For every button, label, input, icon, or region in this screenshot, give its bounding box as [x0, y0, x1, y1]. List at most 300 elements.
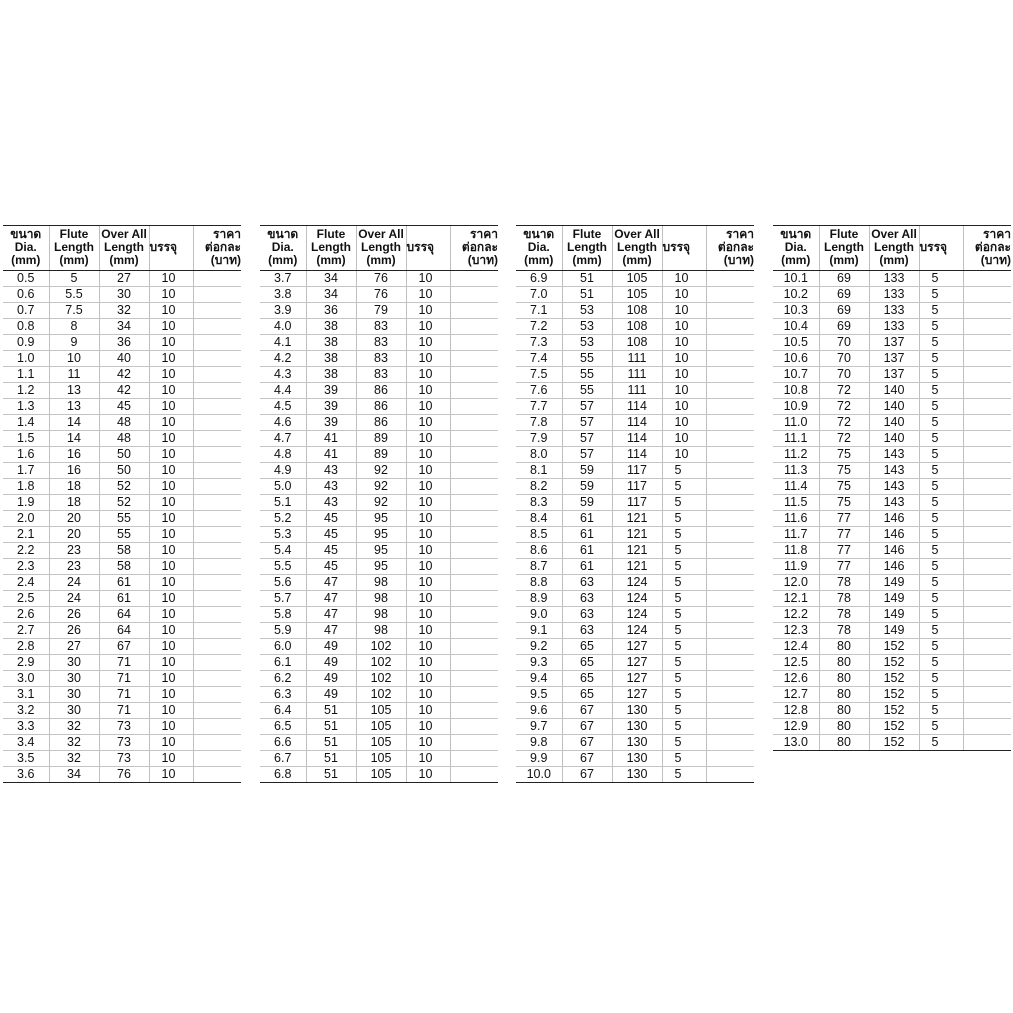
- overall-length-cell: 130: [612, 751, 662, 767]
- flute-length-cell: 24: [49, 591, 99, 607]
- diameter-cell: 9.4: [516, 671, 562, 687]
- pack-qty-cell: 5: [919, 687, 963, 703]
- flute-length-cell: 69: [819, 287, 869, 303]
- price-cell: [706, 495, 754, 511]
- price-cell: [963, 607, 1011, 623]
- column-header-line: Flute: [829, 227, 859, 241]
- pack-qty-cell: 10: [406, 639, 450, 655]
- pack-qty-cell: 5: [662, 767, 706, 783]
- column-header-line: (mm): [879, 253, 909, 267]
- table-row: [3, 463, 241, 479]
- diameter-cell: 9.6: [516, 703, 562, 719]
- table-row: [516, 703, 754, 719]
- flute-length-cell: 72: [819, 431, 869, 447]
- price-cell: [450, 559, 498, 575]
- overall-length-cell: 30: [99, 287, 149, 303]
- overall-length-cell: 105: [356, 751, 406, 767]
- flute-length-cell: 34: [49, 767, 99, 783]
- column-header-line: (บาท): [723, 253, 754, 267]
- flute-length-cell: 18: [49, 495, 99, 511]
- diameter-cell: 5.9: [260, 623, 306, 639]
- column-header-line: ต่อกละ: [974, 240, 1011, 254]
- flute-length-cell: 32: [49, 719, 99, 735]
- table-row: [3, 671, 241, 687]
- diameter-cell: 8.9: [516, 591, 562, 607]
- column-header-line: ต่อกละ: [461, 240, 498, 254]
- pack-qty-cell: 5: [662, 655, 706, 671]
- flute-length-cell: 65: [562, 639, 612, 655]
- diameter-cell: 5.2: [260, 511, 306, 527]
- overall-length-cell: 114: [612, 447, 662, 463]
- flute-length-cell: 51: [306, 751, 356, 767]
- table-row: [3, 559, 241, 575]
- table-row: [516, 511, 754, 527]
- flute-length-cell: 11: [49, 367, 99, 383]
- diameter-cell: 12.4: [773, 639, 819, 655]
- overall-length-cell: 89: [356, 447, 406, 463]
- price-cell: [706, 623, 754, 639]
- pack-qty-cell: 10: [149, 287, 193, 303]
- flute-length-cell: 65: [562, 687, 612, 703]
- flute-length-cell: 16: [49, 463, 99, 479]
- drill-spec-table-4: [773, 225, 1011, 751]
- price-cell: [963, 703, 1011, 719]
- flute-length-cell: 67: [562, 735, 612, 751]
- overall-length-cell: 124: [612, 575, 662, 591]
- column-header-line: Over All: [358, 227, 404, 241]
- column-header-line: Length: [104, 240, 144, 254]
- pack-qty-cell: 5: [919, 527, 963, 543]
- column-header-pack: [662, 226, 706, 271]
- price-cell: [963, 575, 1011, 591]
- table-row: [260, 735, 498, 751]
- overall-length-cell: 149: [869, 623, 919, 639]
- table-row: [516, 383, 754, 399]
- pack-qty-cell: 10: [662, 287, 706, 303]
- overall-length-cell: 48: [99, 415, 149, 431]
- price-cell: [450, 287, 498, 303]
- pack-qty-cell: 5: [662, 495, 706, 511]
- table-row: [260, 431, 498, 447]
- diameter-cell: 10.1: [773, 271, 819, 287]
- column-header-line: Length: [874, 240, 914, 254]
- pack-qty-cell: 10: [149, 415, 193, 431]
- overall-length-cell: 121: [612, 527, 662, 543]
- table-row: [516, 271, 754, 287]
- table-row: [773, 591, 1011, 607]
- pack-qty-cell: 10: [149, 447, 193, 463]
- price-cell: [706, 319, 754, 335]
- pack-qty-cell: 10: [149, 687, 193, 703]
- overall-length-cell: 114: [612, 415, 662, 431]
- price-cell: [450, 383, 498, 399]
- diameter-cell: 4.0: [260, 319, 306, 335]
- price-cell: [963, 479, 1011, 495]
- table-row: [3, 751, 241, 767]
- diameter-cell: 9.5: [516, 687, 562, 703]
- flute-length-cell: 78: [819, 591, 869, 607]
- price-cell: [450, 447, 498, 463]
- diameter-cell: 7.2: [516, 319, 562, 335]
- flute-length-cell: 18: [49, 479, 99, 495]
- price-cell: [193, 719, 241, 735]
- overall-length-cell: 127: [612, 671, 662, 687]
- table-row: [3, 415, 241, 431]
- overall-length-cell: 64: [99, 607, 149, 623]
- table-row: [260, 271, 498, 287]
- column-header-line: (mm): [572, 253, 602, 267]
- diameter-cell: 11.0: [773, 415, 819, 431]
- overall-length-cell: 127: [612, 639, 662, 655]
- overall-length-cell: 140: [869, 431, 919, 447]
- pack-qty-cell: 10: [149, 543, 193, 559]
- diameter-cell: 1.3: [3, 399, 49, 415]
- column-header-line: บรรจุ: [149, 240, 178, 254]
- pack-qty-cell: 5: [662, 671, 706, 687]
- overall-length-cell: 61: [99, 591, 149, 607]
- flute-length-cell: 39: [306, 383, 356, 399]
- pack-qty-cell: 5: [919, 623, 963, 639]
- flute-length-cell: 57: [562, 399, 612, 415]
- flute-length-cell: 59: [562, 479, 612, 495]
- flute-length-cell: 67: [562, 719, 612, 735]
- overall-length-cell: 34: [99, 319, 149, 335]
- price-cell: [193, 607, 241, 623]
- overall-length-cell: 42: [99, 383, 149, 399]
- table-row: [773, 559, 1011, 575]
- price-cell: [450, 271, 498, 287]
- diameter-cell: 9.0: [516, 607, 562, 623]
- pack-qty-cell: 10: [149, 479, 193, 495]
- overall-length-cell: 61: [99, 575, 149, 591]
- pack-qty-cell: 10: [406, 495, 450, 511]
- column-header-price: [706, 226, 754, 271]
- flute-length-cell: 59: [562, 463, 612, 479]
- diameter-cell: 2.2: [3, 543, 49, 559]
- pack-qty-cell: 10: [149, 319, 193, 335]
- flute-length-cell: 77: [819, 543, 869, 559]
- diameter-cell: 4.5: [260, 399, 306, 415]
- diameter-cell: 2.0: [3, 511, 49, 527]
- diameter-cell: 2.3: [3, 559, 49, 575]
- flute-length-cell: 49: [306, 639, 356, 655]
- table-row: [516, 303, 754, 319]
- diameter-cell: 7.3: [516, 335, 562, 351]
- column-header-dia: [516, 226, 562, 271]
- overall-length-cell: 83: [356, 367, 406, 383]
- pack-qty-cell: 5: [919, 655, 963, 671]
- flute-length-cell: 14: [49, 415, 99, 431]
- column-header-line: Flute: [59, 227, 89, 241]
- flute-length-cell: 67: [562, 703, 612, 719]
- table-row: [260, 335, 498, 351]
- diameter-cell: 7.4: [516, 351, 562, 367]
- pack-qty-cell: 10: [662, 447, 706, 463]
- column-header-flute: [819, 226, 869, 271]
- price-cell: [963, 591, 1011, 607]
- overall-length-cell: 76: [356, 271, 406, 287]
- table-row: [773, 319, 1011, 335]
- column-header-line: Flute: [572, 227, 602, 241]
- overall-length-cell: 98: [356, 591, 406, 607]
- diameter-cell: 3.2: [3, 703, 49, 719]
- flute-length-cell: 67: [562, 751, 612, 767]
- table-row: [516, 319, 754, 335]
- overall-length-cell: 50: [99, 447, 149, 463]
- price-cell: [963, 431, 1011, 447]
- pack-qty-cell: 5: [662, 543, 706, 559]
- overall-length-cell: 105: [356, 719, 406, 735]
- pack-qty-cell: 10: [149, 511, 193, 527]
- pack-qty-cell: 10: [406, 655, 450, 671]
- overall-length-cell: 27: [99, 271, 149, 287]
- price-cell: [706, 479, 754, 495]
- flute-length-cell: 49: [306, 671, 356, 687]
- table-row: [3, 319, 241, 335]
- table-row: [773, 463, 1011, 479]
- overall-length-cell: 45: [99, 399, 149, 415]
- table-row: [773, 383, 1011, 399]
- table-row: [3, 479, 241, 495]
- price-cell: [193, 559, 241, 575]
- price-cell: [193, 287, 241, 303]
- overall-length-cell: 73: [99, 719, 149, 735]
- overall-length-cell: 130: [612, 767, 662, 783]
- table-row: [260, 591, 498, 607]
- flute-length-cell: 80: [819, 687, 869, 703]
- price-cell: [706, 447, 754, 463]
- diameter-cell: 1.6: [3, 447, 49, 463]
- diameter-cell: 4.6: [260, 415, 306, 431]
- overall-length-cell: 121: [612, 543, 662, 559]
- column-header-flute: [562, 226, 612, 271]
- flute-length-cell: 43: [306, 495, 356, 511]
- pack-qty-cell: 5: [919, 431, 963, 447]
- table-row: [773, 543, 1011, 559]
- price-cell: [193, 335, 241, 351]
- table-row: [260, 655, 498, 671]
- column-header-line: ต่อกละ: [717, 240, 754, 254]
- price-cell: [706, 671, 754, 687]
- overall-length-cell: 152: [869, 639, 919, 655]
- diameter-cell: 2.4: [3, 575, 49, 591]
- diameter-cell: 1.8: [3, 479, 49, 495]
- diameter-cell: 6.8: [260, 767, 306, 783]
- diameter-cell: 7.1: [516, 303, 562, 319]
- table-row: [516, 415, 754, 431]
- diameter-cell: 0.9: [3, 335, 49, 351]
- table-row: [516, 335, 754, 351]
- drill-spec-table-1: [3, 225, 241, 783]
- diameter-cell: 7.9: [516, 431, 562, 447]
- flute-length-cell: 23: [49, 543, 99, 559]
- price-cell: [706, 607, 754, 623]
- flute-length-cell: 55: [562, 367, 612, 383]
- overall-length-cell: 133: [869, 303, 919, 319]
- diameter-cell: 6.9: [516, 271, 562, 287]
- overall-length-cell: 146: [869, 511, 919, 527]
- diameter-cell: 2.8: [3, 639, 49, 655]
- price-cell: [450, 399, 498, 415]
- overall-length-cell: 71: [99, 687, 149, 703]
- flute-length-cell: 67: [562, 767, 612, 783]
- flute-length-cell: 69: [819, 271, 869, 287]
- diameter-cell: 7.7: [516, 399, 562, 415]
- overall-length-cell: 71: [99, 703, 149, 719]
- pack-qty-cell: 5: [919, 703, 963, 719]
- table-row: [260, 319, 498, 335]
- diameter-cell: 6.6: [260, 735, 306, 751]
- table-row: [516, 479, 754, 495]
- overall-length-cell: 152: [869, 671, 919, 687]
- table-row: [260, 543, 498, 559]
- price-cell: [706, 383, 754, 399]
- overall-length-cell: 102: [356, 655, 406, 671]
- diameter-cell: 3.8: [260, 287, 306, 303]
- flute-length-cell: 13: [49, 399, 99, 415]
- column-header-flute: [306, 226, 356, 271]
- flute-length-cell: 75: [819, 495, 869, 511]
- price-cell: [450, 495, 498, 511]
- price-cell: [450, 703, 498, 719]
- diameter-cell: 2.9: [3, 655, 49, 671]
- price-cell: [706, 735, 754, 751]
- table-row: [516, 543, 754, 559]
- diameter-cell: 5.0: [260, 479, 306, 495]
- overall-length-cell: 137: [869, 367, 919, 383]
- price-cell: [706, 511, 754, 527]
- price-cell: [963, 367, 1011, 383]
- table-row: [260, 703, 498, 719]
- price-cell: [450, 303, 498, 319]
- table-row: [516, 447, 754, 463]
- table-row: [3, 543, 241, 559]
- pack-qty-cell: 10: [662, 415, 706, 431]
- overall-length-cell: 83: [356, 335, 406, 351]
- diameter-cell: 11.9: [773, 559, 819, 575]
- pack-qty-cell: 5: [662, 703, 706, 719]
- overall-length-cell: 117: [612, 495, 662, 511]
- table-row: [3, 271, 241, 287]
- flute-length-cell: 39: [306, 399, 356, 415]
- flute-length-cell: 36: [306, 303, 356, 319]
- overall-length-cell: 105: [612, 271, 662, 287]
- price-cell: [963, 671, 1011, 687]
- flute-length-cell: 47: [306, 607, 356, 623]
- price-cell: [193, 735, 241, 751]
- flute-length-cell: 78: [819, 575, 869, 591]
- flute-length-cell: 51: [306, 735, 356, 751]
- overall-length-cell: 152: [869, 735, 919, 751]
- table-row: [773, 287, 1011, 303]
- overall-length-cell: 86: [356, 415, 406, 431]
- overall-length-cell: 127: [612, 655, 662, 671]
- pack-qty-cell: 5: [919, 607, 963, 623]
- flute-length-cell: 77: [819, 511, 869, 527]
- flute-length-cell: 51: [306, 703, 356, 719]
- pack-qty-cell: 5: [662, 559, 706, 575]
- column-header-line: (mm): [366, 253, 396, 267]
- overall-length-cell: 108: [612, 303, 662, 319]
- overall-length-cell: 152: [869, 719, 919, 735]
- flute-length-cell: 65: [562, 671, 612, 687]
- diameter-cell: 12.1: [773, 591, 819, 607]
- overall-length-cell: 127: [612, 687, 662, 703]
- price-cell: [193, 463, 241, 479]
- flute-length-cell: 78: [819, 607, 869, 623]
- table-row: [773, 431, 1011, 447]
- overall-length-cell: 137: [869, 351, 919, 367]
- pack-qty-cell: 10: [149, 655, 193, 671]
- table-row: [3, 719, 241, 735]
- price-cell: [706, 575, 754, 591]
- diameter-cell: 10.7: [773, 367, 819, 383]
- pack-qty-cell: 10: [406, 527, 450, 543]
- price-cell: [193, 399, 241, 415]
- overall-length-cell: 83: [356, 351, 406, 367]
- diameter-cell: 5.5: [260, 559, 306, 575]
- table-row: [516, 431, 754, 447]
- table-row: [3, 287, 241, 303]
- flute-length-cell: 38: [306, 319, 356, 335]
- table-row: [516, 751, 754, 767]
- diameter-cell: 8.0: [516, 447, 562, 463]
- pack-qty-cell: 5: [919, 559, 963, 575]
- diameter-cell: 1.2: [3, 383, 49, 399]
- overall-length-cell: 95: [356, 511, 406, 527]
- overall-length-cell: 83: [356, 319, 406, 335]
- table-row: [3, 591, 241, 607]
- flute-length-cell: 30: [49, 655, 99, 671]
- price-cell: [450, 415, 498, 431]
- pack-qty-cell: 5: [919, 367, 963, 383]
- column-header-overall: [612, 226, 662, 271]
- column-header-line: (mm): [781, 253, 811, 267]
- price-cell: [193, 767, 241, 783]
- table-row: [773, 479, 1011, 495]
- price-cell: [706, 591, 754, 607]
- price-cell: [963, 543, 1011, 559]
- overall-length-cell: 117: [612, 463, 662, 479]
- diameter-cell: 3.6: [3, 767, 49, 783]
- pack-qty-cell: 10: [149, 767, 193, 783]
- table-row: [773, 687, 1011, 703]
- diameter-cell: 2.6: [3, 607, 49, 623]
- flute-length-cell: 53: [562, 319, 612, 335]
- table-row: [773, 607, 1011, 623]
- pack-qty-cell: 10: [406, 687, 450, 703]
- price-cell: [193, 623, 241, 639]
- pack-qty-cell: 10: [149, 703, 193, 719]
- column-header-line: Dia.: [14, 240, 37, 254]
- table-row: [260, 527, 498, 543]
- flute-length-cell: 51: [562, 287, 612, 303]
- column-header-flute: [49, 226, 99, 271]
- column-header-line: ราคา: [470, 227, 498, 241]
- price-cell: [450, 735, 498, 751]
- flute-length-cell: 80: [819, 703, 869, 719]
- diameter-cell: 8.7: [516, 559, 562, 575]
- pack-qty-cell: 10: [149, 351, 193, 367]
- pack-qty-cell: 10: [406, 463, 450, 479]
- flute-length-cell: 23: [49, 559, 99, 575]
- flute-length-cell: 5: [49, 271, 99, 287]
- table-row: [773, 655, 1011, 671]
- flute-length-cell: 80: [819, 671, 869, 687]
- diameter-cell: 1.4: [3, 415, 49, 431]
- table-row: [260, 351, 498, 367]
- flute-length-cell: 43: [306, 479, 356, 495]
